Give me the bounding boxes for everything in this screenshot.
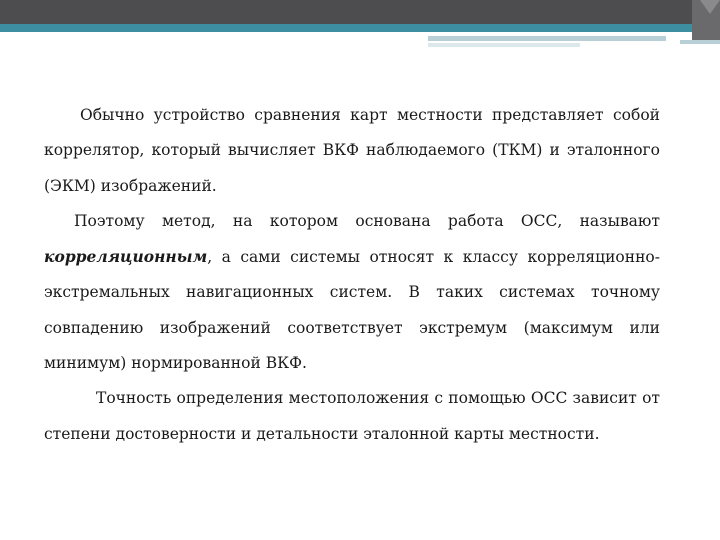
paragraph-1-text: Обычно устройство сравнения карт местности представляет собой коррелятор, который вычисляет ВКФ наблюдаемого (ТКМ) и эталонного (ЭКМ) изображений. bbox=[44, 106, 660, 195]
header-teal-bar bbox=[0, 24, 720, 32]
paragraph-3 bbox=[44, 381, 660, 452]
header-corner-notch bbox=[700, 0, 720, 14]
paragraph-2-after: , а сами системы относят к классу корреляционно-экстремальных навигационных систем. В таких системах точному совпадению изображений соответствует экстремум (максимум или минимум) нормированной ВКФ. bbox=[44, 248, 660, 373]
accent-line-1 bbox=[428, 36, 666, 41]
accent-line-3 bbox=[680, 40, 720, 44]
paragraph-2-emphasis: корреляционным bbox=[44, 247, 208, 267]
accent-line-2 bbox=[428, 43, 580, 47]
header-dark-bar bbox=[0, 0, 720, 24]
paragraph-3-text: Точность определения местоположения с помощью ОСС зависит от степени достоверности и детальности эталонной карты местности. bbox=[44, 389, 660, 443]
paragraph-2-before: Поэтому метод, на котором основана работа ОСС, называют bbox=[74, 211, 660, 230]
paragraph-1 bbox=[44, 98, 660, 204]
paragraph-2 bbox=[44, 204, 660, 381]
slide-body bbox=[44, 98, 660, 452]
